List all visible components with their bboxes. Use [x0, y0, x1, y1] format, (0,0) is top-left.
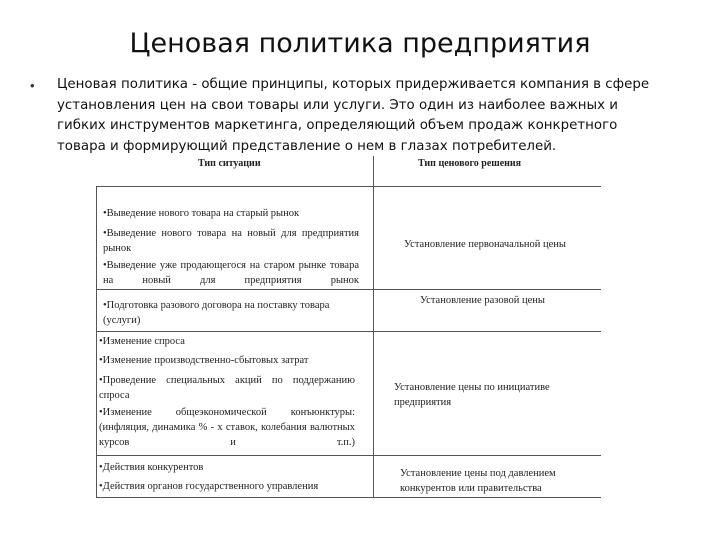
- situation-item: •Проведение специальных акций по поддержанию спроса: [99, 375, 355, 401]
- situation-item: •Выведение уже продающегося на старом рынке товара на новый для предприятия рынок: [103, 260, 359, 286]
- decision-cell: Установление цены по инициативе предприятия: [394, 382, 550, 408]
- bullet-text: Ценовая политика - общие принципы, которых придерживается компания в сфере установления цен на свои товары или услуги. Это один из наиболее важных и гибких инструментов маркетинга, определяющий объем продаж конкретного товара и формирующий представление о нем в глазах потребителей.: [57, 77, 650, 154]
- row-divider: [96, 331, 601, 332]
- column-header-decision: Тип ценового решения: [418, 158, 522, 169]
- situation-item: •Изменение производственно-сбытовых затрат: [99, 355, 309, 366]
- row-divider: [96, 455, 601, 456]
- table-left-border: [96, 186, 97, 498]
- slide-title: Ценовая политика предприятия: [129, 28, 591, 59]
- situation-item: •Действия органов государственного управления: [99, 481, 319, 492]
- decision-cell: Установление первоначальной цены: [404, 239, 566, 250]
- situation-item: •Изменение общеэкономической конъюнктуры: (инфляция, динамика % - х ставок, колебания валютных курсов и т.п.): [99, 407, 355, 448]
- situation-item: •Подготовка разового договора на поставку товара (услуги): [103, 300, 330, 326]
- situation-item: •Действия конкурентов: [99, 462, 204, 473]
- situation-item: •Выведение нового товара на старый рынок: [103, 208, 300, 219]
- header-divider: [96, 186, 601, 187]
- situation-item: •Выведение нового товара на новый для предприятия рынок: [103, 228, 359, 254]
- situation-item: •Изменение спроса: [99, 336, 185, 347]
- column-divider: [373, 156, 374, 498]
- decision-cell: Установление разовой цены: [420, 295, 545, 306]
- column-header-situation: Тип ситуации: [198, 158, 261, 169]
- bullet-marker: •: [30, 78, 35, 93]
- decision-cell: Установление цены под давлением конкурентов или правительства: [400, 468, 556, 494]
- table-bottom-border: [96, 497, 601, 498]
- row-divider: [96, 289, 601, 290]
